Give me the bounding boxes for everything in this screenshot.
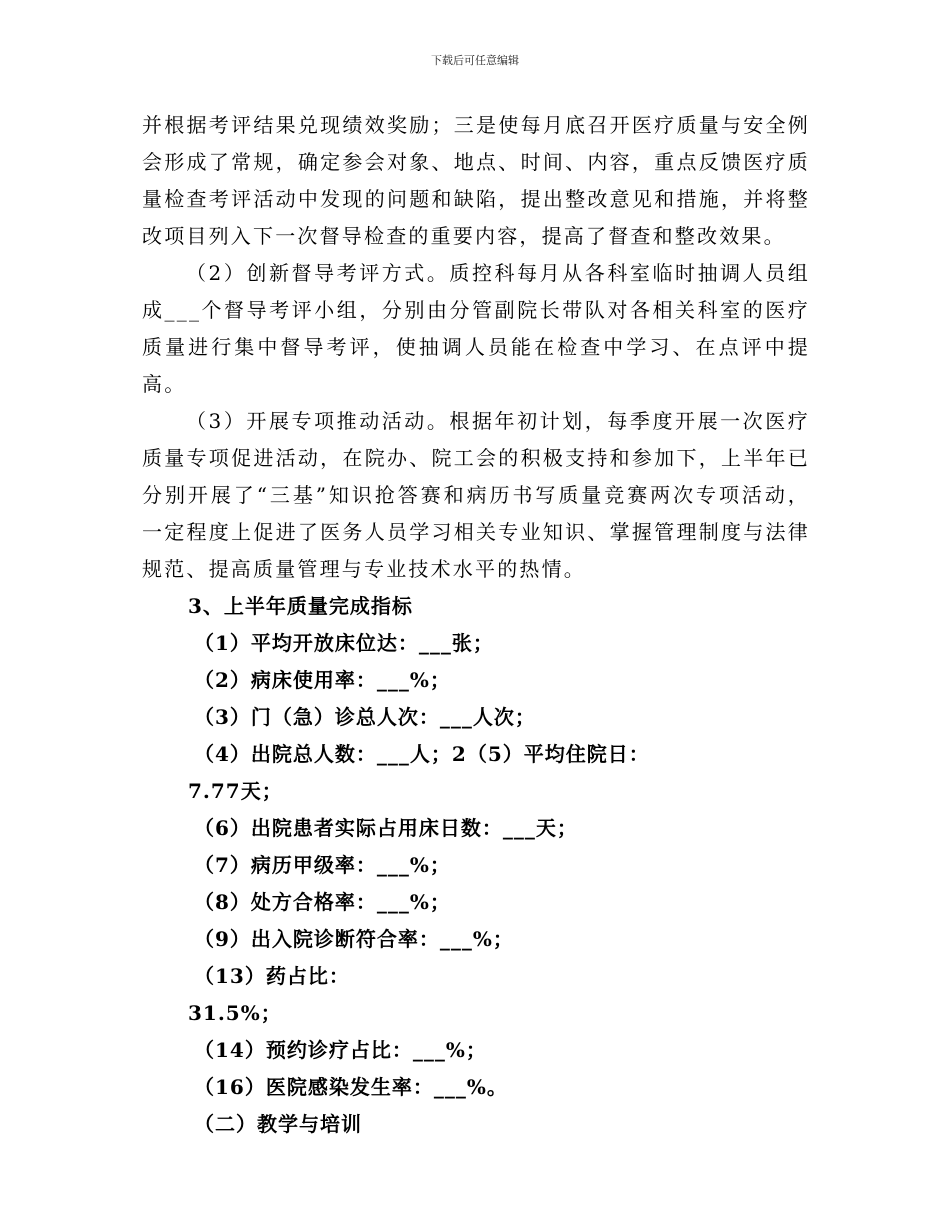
section-heading-teaching: （二）教学与培训: [194, 1112, 362, 1136]
indicator-item-record-grade: （7）病历甲级率：___%；: [194, 853, 451, 877]
indicator-item-discharges: （4）出院总人数：___人；2（5）平均住院日：: [194, 742, 650, 766]
indicator-item-drug-ratio: （13）药占比：: [194, 964, 350, 988]
indicator-item-diagnosis-rate: （9）出入院诊断符合率：___%；: [194, 927, 514, 951]
indicator-item-appointment-ratio: （14）预约诊疗占比：___%；: [194, 1038, 487, 1062]
indicator-item-drug-ratio-value: 31.5%；: [188, 1001, 282, 1025]
paragraph-special-activities: （3）开展专项推动活动。根据年初计划，每季度开展一次医疗质量专项促进活动，在院办、院工会的积极支持和参加下，上半年已分别开展了“三基”知识抢答赛和病历书写质量竞赛两次专项活动，一定程度上促进了医务人员学习相关专业知识、掌握管理制度与法律规范、提高质量管理与专业技术水平的热情。: [142, 409, 810, 581]
page-header-note: 下载后可任意编辑: [431, 54, 519, 67]
indicator-item-prescription-rate: （8）处方合格率：___%；: [194, 890, 451, 914]
document-body: [142, 107, 810, 1143]
indicator-item-outpatient-visits: （3）门（急）诊总人次：___人次；: [194, 705, 536, 729]
indicator-item-avg-stay-value: 7.77天；: [188, 779, 283, 803]
indicator-item-bed-days: （6）出院患者实际占用床日数：___天；: [194, 816, 578, 840]
paragraph-supervision-method: （2）创新督导考评方式。质控科每月从各科室临时抽调人员组成___个督导考评小组，分别由分管副院长带队对各相关科室的医疗质量进行集中督导考评，使抽调人员能在检查中学习、在点评中提高。: [142, 261, 810, 396]
indicator-item-infection-rate: （16）医院感染发生率：___%。: [194, 1075, 508, 1099]
indicators-heading: 3、上半年质量完成指标: [188, 594, 413, 618]
indicator-item-beds: （1）平均开放床位达：___张；: [194, 631, 494, 655]
indicator-item-bed-usage: （2）病床使用率：___%；: [194, 668, 451, 692]
paragraph-quality-review: 并根据考评结果兑现绩效奖励；三是使每月底召开医疗质量与安全例会形成了常规，确定参会对象、地点、时间、内容，重点反馈医疗质量检查考评活动中发现的问题和缺陷，提出整改意见和措施，并将整改项目列入下一次督导检查的重要内容，提高了督查和整改效果。: [142, 113, 810, 248]
